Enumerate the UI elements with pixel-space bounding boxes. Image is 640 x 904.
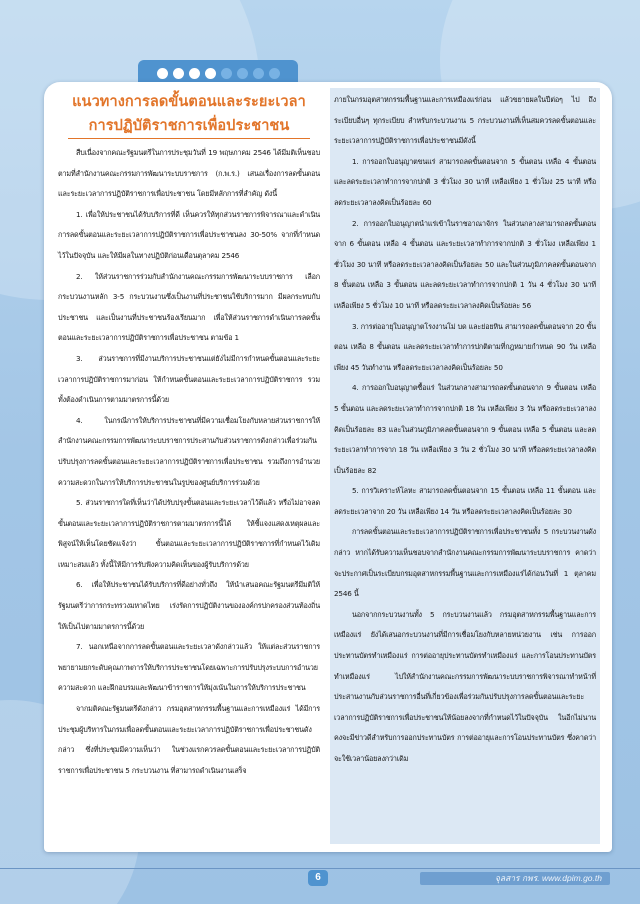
list-item: 4. การออกใบอนุญาตซื้อแร่ ในส่วนกลางสามารถลดขั้นตอนจาก 9 ขั้นตอน เหลือ 5 ขั้นตอน และลดระยะเวลาทำการจากปกติ 18 วัน เหลือเพียง 3 วัน หรือลดระยะเวลาลงคิดเป็นร้อยละ 83 และในส่วนภูมิภาคลดขั้นตอนจาก 9 ขั้นตอน เหลือ 5 ขั้นตอน และลดระยะเวลาทำการจาก 18 วัน เหลือเพียง 3 วัน 2 ชั่วโมง 30 นาที หรือลดระยะเวลาลงคิดเป็นร้อยละ 82 (334, 383, 596, 475)
footer-divider (0, 868, 640, 869)
paragraph: 6. เพื่อให้ประชาชนได้รับบริการที่ดีอย่างทั่วถึง ให้นำเสนอคณะรัฐมนตรีมีมติให้รัฐมนตรีว่าการกระทรวงมหาดไทย เร่งรัดการปฏิบัติงานขององค์กรปกครองส่วนท้องถิ่น ให้เป็นไปตามมาตรการนี้ด้วย (58, 580, 320, 631)
list-item: 3. การต่ออายุใบอนุญาตโรงงานโม่ บด และย่อยหิน สามารถลดขั้นตอนจาก 20 ขั้นตอน เหลือ 8 ขั้นตอน และลดระยะเวลาทำการปกติตามที่กฎหมายกำหนด 90 วัน เหลือเพียง 45 วันทำงาน หรือลดระยะเวลาลงคิดเป็นร้อยละ 50 (334, 321, 596, 372)
dot-icon (205, 68, 216, 79)
list-item: 2. การออกใบอนุญาตนำแร่เข้าในราชอาณาจักร ในส่วนกลางสามารถลดขั้นตอนจาก 6 ขั้นตอน เหลือ 4 ขั้นตอน และระยะเวลาทำการจากปกติ 3 ชั่วโมง เหลือเพียง 1 ชั่วโมง 30 นาที หรือลดระยะเวลาลงคิดเป็นร้อยละ 50 และในส่วนภูมิภาคลดขั้นตอนจาก 8 ขั้นตอน เหลือ 3 ขั้นตอน และลดระยะเวลาทำการจากปกติ 1 วัน 4 ชั่วโมง 30 นาที เหลือเพียง 5 ชั่วโมง 10 นาที หรือลดระยะเวลาลงคิดเป็นร้อยละ 56 (334, 218, 596, 310)
paragraph: 7. นอกเหนือจากการลดขั้นตอนและระยะเวลาดังกล่าวแล้ว ให้แต่ละส่วนราชการพยายามยกระดับคุณภาพการให้บริการประชาชนโดยเฉพาะการปรับปรุงระบบการอำนวยความสะดวก และฝึกอบรมและพัฒนาข้าราชการให้มุ่งเน้นในการให้บริการประชาชน (58, 642, 320, 693)
paragraph: ภายในกรมอุตสาหกรรมพื้นฐานและการเหมืองแร่ก่อน แล้วขยายผลในปีต่อๆ ไป ถึงระเบียบอื่นๆ ทุกระเบียบ สำหรับกระบวนงาน 5 กระบวนงานที่เห็นสมควรลดขั้นตอนและระยะเวลาการปฏิบัติราชการเพื่อประชาชนมีดังนี้ (334, 95, 596, 146)
paragraph: 5. ส่วนราชการใดที่เห็นว่าได้ปรับปรุงขั้นตอนและระยะเวลาไว้ดีแล้ว หรือไม่อาจลดขั้นตอนและระยะเวลาการปฏิบัติราชการตามมาตรการนี้ได้ ให้ชี้แจงแสดงเหตุผลและพิสูจน์ให้เห็นโดยชัดแจ้งว่า ขั้นตอนและระยะเวลาการปฏิบัติราชการที่กำหนดไว้เดิมเหมาะสมแล้ว ทั้งนี้ให้มีการรับฟังความคิดเห็นของผู้รับบริการด้วย (58, 498, 320, 569)
paragraph: 4. ในกรณีการให้บริการประชาชนที่มีความเชื่อมโยงกับหลายส่วนราชการให้สำนักงานคณะกรรมการพัฒนาระบบราชการประสานกับส่วนราชการดังกล่าวเพื่อร่วมกันปรับปรุงการลดขั้นตอนและระยะเวลาการปฏิบัติราชการเพื่อประชาชน รวมถึงการอำนวยความสะดวกในการให้บริการประชาชนในรูปของศูนย์บริการร่วมด้วย (58, 415, 320, 487)
dot-icon (189, 68, 200, 79)
dot-icon (269, 68, 280, 79)
dot-icon (253, 68, 264, 79)
paragraph: การลดขั้นตอนและระยะเวลาการปฏิบัติราชการเพื่อประชาชนทั้ง 5 กระบวนงานดังกล่าว หากได้รับความเห็นชอบจากสำนักงานคณะกรรมการพัฒนาระบบราชการ คาดว่าจะประกาศเป็นระเบียบกรมอุตสาหกรรมพื้นฐานและการเหมืองแร่ได้ก่อนวันที่ 1 ตุลาคม 2546 นี้ (334, 527, 596, 599)
left-column (58, 88, 320, 781)
paragraph: สืบเนื่องจากคณะรัฐมนตรีในการประชุมวันที่ 19 พฤษภาคม 2546 ได้มีมติเห็นชอบตามที่สำนักงานคณะกรรมการพัฒนาระบบราชการ (ก.พ.ร.) เสนอเรื่องการลดขั้นตอนและระยะเวลาการปฏิบัติราชการเพื่อประชาชน โดยมีหลักการที่สำคัญ ดังนี้ (58, 148, 320, 199)
paragraph: 2. ให้ส่วนราชการร่วมกับสำนักงานคณะกรรมการพัฒนาระบบราชการ เลือกกระบวนงานหลัก 3-5 กระบวนงานซึ่งเป็นงานที่ประชาชนใช้บริการมาก มีผลกระทบกับประชาชน และเป็นงานที่ประชาชนร้องเรียนมาก เพื่อให้ส่วนราชการดำเนินการลดขั้นตอนและระยะเวลาการปฏิบัติราชการเพื่อประชาชน ตามข้อ 1 (58, 271, 320, 343)
publication-footer: จุลสาร กพร. www.dpim.go.th (420, 872, 610, 885)
dot-icon (157, 68, 168, 79)
list-item: 5. การวิเคราะห์โลหะ สามารถลดขั้นตอนจาก 15 ขั้นตอน เหลือ 11 ขั้นตอน และลดระยะเวลาจาก 20 วัน เหลือเพียง 14 วัน หรือลดระยะเวลาลงคิดเป็นร้อยละ 30 (334, 486, 596, 516)
dot-icon (173, 68, 184, 79)
page-number: 6 (308, 870, 328, 886)
article-title (58, 90, 320, 139)
right-column (330, 88, 600, 844)
list-item: 1. การออกใบอนุญาตขนแร่ สามารถลดขั้นตอนจาก 5 ขั้นตอน เหลือ 4 ขั้นตอน และลดระยะเวลาทำการจากปกติ 3 ชั่วโมง 30 นาที เหลือเพียง 1 ชั่วโมง 25 นาที หรือลดระยะเวลาลงคิดเป็นร้อยละ 60 (334, 156, 596, 207)
paragraph: 3. ส่วนราชการที่มีงานบริการประชาชนแต่ยังไม่มีการกำหนดขั้นตอนและระยะเวลาการปฏิบัติราชการมาก่อน ให้กำหนดขั้นตอนและระยะเวลาการปฏิบัติราชการ รวมทั้งต้องดำเนินการตามมาตรการนี้ด้วย (58, 353, 320, 405)
paragraph: 1. เพื่อให้ประชาชนได้รับบริการที่ดี เห็นควรให้ทุกส่วนราชการพิจารณาและดำเนินการลดขั้นตอนและระยะเวลาการปฏิบัติราชการเพื่อประชาชนลง 30-50% จากที่กำหนดไว้ในปัจจุบัน และให้มีผลในทางปฏิบัติก่อนเดือนตุลาคม 2546 (58, 209, 320, 260)
title-line-2: การปฏิบัติราชการเพื่อประชาชน (68, 114, 310, 139)
dot-icon (221, 68, 232, 79)
title-line-1: แนวทางการลดขั้นตอนและระยะเวลา (72, 94, 306, 110)
dot-icon (237, 68, 248, 79)
paragraph: จากมติคณะรัฐมนตรีดังกล่าว กรมอุตสาหกรรมพื้นฐานและการเหมืองแร่ ได้มีการประชุมผู้บริหารในกรมเพื่อลดขั้นตอนและระยะเวลาการปฏิบัติราชการเพื่อประชาชนดังกล่าว ซึ่งที่ประชุมมีความเห็นว่า ในช่วงแรกควรลดขั้นตอนและระยะเวลาการปฏิบัติราชการเพื่อประชาชน 5 กระบวนงาน ที่สามารถดำเนินงานเสร็จ (58, 704, 320, 775)
paragraph: นอกจากกระบวนงานทั้ง 5 กระบวนงานแล้ว กรมอุตสาหกรรมพื้นฐานและการเหมืองแร่ ยังได้เสนอกระบวนงานที่มีการเชื่อมโยงกับหลายหน่วยงาน เช่น การออกประทานบัตรทำเหมืองแร่ การต่ออายุประทานบัตรทำเหมืองแร่ และการโอนประทานบัตรทำเหมืองแร่ ไปให้สำนักงานคณะกรรมการพัฒนาระบบราชการพิจารณาทำหน้าที่ประสานงานกับส่วนราชการอื่นที่เกี่ยวข้องเพื่อร่วมกันปรับปรุงการลดขั้นตอนและระยะเวลาการปฏิบัติราชการเพื่อประชาชนให้น้อยลงจากที่กำหนดไว้ในปัจจุบัน ในอีกไม่นานคงจะมีข่าวดีสำหรับการออกประทานบัตร การต่ออายุและการโอนประทานบัตร ซึ่งคาดว่าจะใช้เวลาน้อยลงกว่าเดิม (334, 609, 596, 763)
